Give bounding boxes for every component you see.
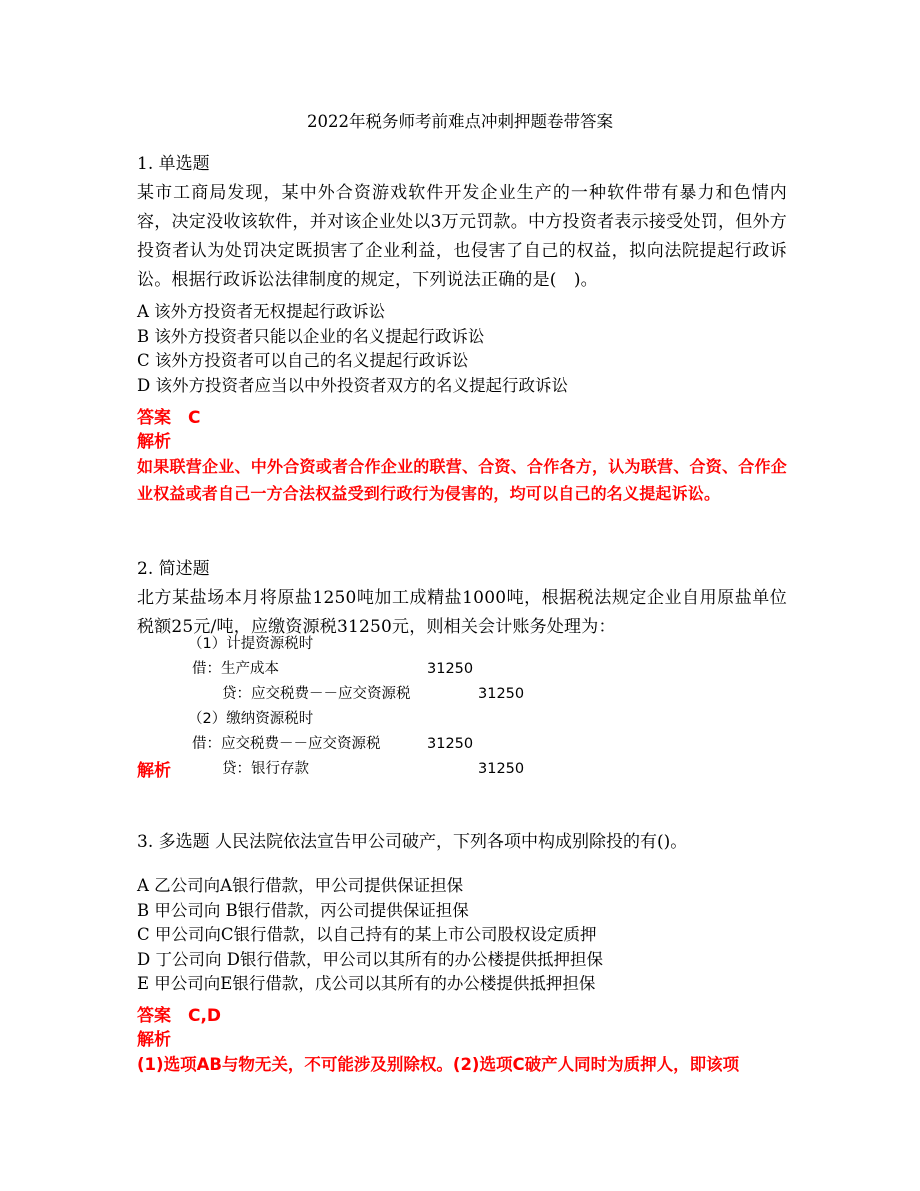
question-2-text: 北方某盐场本月将原盐1250吨加工成精盐1000吨，根据税法规定企业自用原盐单位税额25元/吨，应缴资源税31250元，则相关会计账务处理为：: [137, 588, 787, 637]
document-title: 2022年税务师考前难点冲刺押题卷带答案: [307, 112, 613, 131]
question-1: [137, 150, 787, 295]
entry-debit-1: [192, 657, 552, 682]
analysis-text: 如果联营企业、中外合资或者合作企业的联营、合资、合作各方，认为联营、合资、合作企业权益或者自己一方合法权益受到行政行为侵害的，均可以自己的名义提起诉讼。: [137, 457, 787, 503]
option-d: D 丁公司向 D银行借款，甲公司以其所有的办公楼提供抵押担保: [137, 949, 603, 969]
question-3-options: [137, 874, 787, 997]
option-b: B 甲公司向 B银行借款，丙公司提供保证担保: [137, 900, 469, 920]
entry-debit-2: [192, 732, 552, 757]
entry-step-1: [188, 632, 548, 657]
option-e: E 甲公司向E银行借款，戊公司以其所有的办公楼提供抵押担保: [137, 974, 596, 993]
entry-credit-1: [222, 682, 582, 707]
question-2-analysis-label: 解析: [137, 761, 171, 781]
option-b: B 该外方投资者只能以企业的名义提起行政诉讼: [137, 326, 485, 346]
question-2: [137, 555, 787, 642]
question-1-header: 1. 单选题: [137, 154, 210, 174]
entry-label: （1）计提资源税时: [188, 636, 314, 652]
analysis-text: (1)选项AB与物无关，不可能涉及别除权。(2)选项C破产人同时为质押人，即该项: [137, 1055, 740, 1074]
entry-label: 贷：应交税费－－应交资源税: [222, 686, 411, 702]
entry-credit-2: [222, 757, 582, 782]
question-2-header: 2. 简述题: [137, 559, 210, 579]
option-a: A 该外方投资者无权提起行政诉讼: [137, 302, 386, 321]
question-1-text: 某市工商局发现，某中外合资游戏软件开发企业生产的一种软件带有暴力和色情内容，决定没收该软件，并对该企业处以3万元罚款。中方投资者表示接受处罚，但外方投资者认为处罚决定既损害了企业利益，也侵害了自己的权益，拟向法院提起行政诉讼。根据行政诉讼法律制度的规定，下列说法正确的是( )。: [137, 183, 787, 290]
answer-label: 答案 C: [137, 408, 201, 428]
accounting-entries: [186, 632, 546, 782]
option-d: D 该外方投资者应当以中外投资者双方的名义提起行政诉讼: [137, 375, 568, 395]
entry-amount: 31250: [478, 761, 525, 777]
entry-label: （2）缴纳资源税时: [188, 711, 314, 727]
analysis-label: 解析: [137, 432, 171, 452]
analysis-label: 解析: [137, 1030, 171, 1050]
question-1-options: [137, 300, 787, 398]
answer-label: 答案 C,D: [137, 1006, 222, 1026]
entry-label: 贷：银行存款: [222, 761, 309, 777]
question-3-header: 3. 多选题 人民法院依法宣告甲公司破产，下列各项中构成别除投的有()。: [137, 832, 688, 852]
question-1-answer-block: [137, 406, 787, 507]
entry-label: 借：生产成本: [192, 661, 279, 677]
entry-amount: 31250: [427, 736, 474, 752]
entry-amount: 31250: [427, 661, 474, 677]
option-c: C 该外方投资者可以自己的名义提起行政诉讼: [137, 351, 469, 370]
option-a: A 乙公司向A银行借款，甲公司提供保证担保: [137, 876, 464, 895]
question-3-answer-block: [137, 1004, 787, 1078]
entry-label: 借：应交税费－－应交资源税: [192, 736, 381, 752]
entry-amount: 31250: [478, 686, 525, 702]
question-3: [137, 828, 787, 857]
option-c: C 甲公司向C银行借款，以自己持有的某上市公司股权设定质押: [137, 925, 597, 944]
entry-step-2: [188, 707, 548, 732]
